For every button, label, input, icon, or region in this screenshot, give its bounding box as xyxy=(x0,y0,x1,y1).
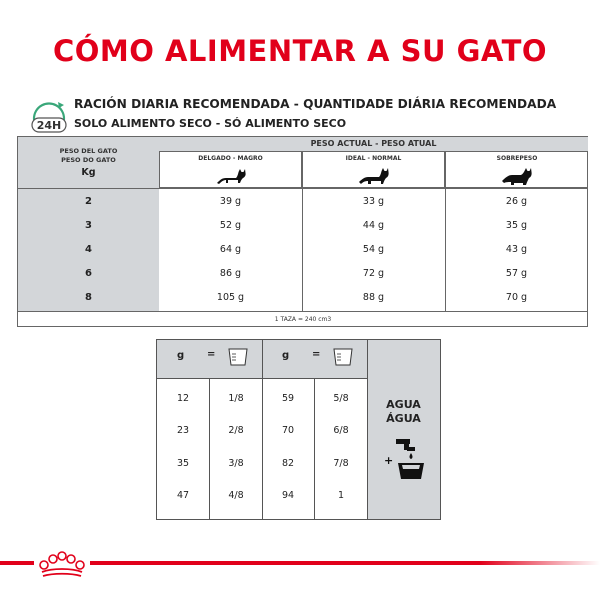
ration-cell: 86 g xyxy=(219,268,242,279)
ration-cell: 39 g xyxy=(219,196,242,207)
ration-cell: 70 g xyxy=(505,292,528,303)
cup-fraction-cell: 1/8 xyxy=(228,393,244,404)
feeding-table xyxy=(17,136,588,327)
table-row xyxy=(18,190,588,214)
weight-cell: 4 xyxy=(85,244,92,255)
weight-cell: 3 xyxy=(85,220,92,231)
equals-sign: = xyxy=(207,349,216,360)
column-header-ideal xyxy=(302,151,445,188)
header-separator xyxy=(18,188,588,189)
column-label-ideal: IDEAL - NORMAL xyxy=(345,155,402,162)
cup-footnote: 1 TAZA = 240 cm3 xyxy=(18,311,588,327)
cat-thin-icon xyxy=(214,166,248,186)
cat-normal-icon xyxy=(357,166,391,186)
ration-cell: 26 g xyxy=(505,196,528,207)
weight-header-es: PESO DEL GATO xyxy=(59,147,118,155)
equals-sign: = xyxy=(312,349,321,360)
table-row xyxy=(18,286,588,310)
water-label-pt: ÁGUA xyxy=(386,412,421,425)
crown-logo-icon xyxy=(34,546,90,580)
measuring-cup-icon xyxy=(227,347,249,367)
weight-cell: 8 xyxy=(85,292,92,303)
footer-red-line xyxy=(0,561,600,565)
grams-cell: 70 xyxy=(281,425,295,436)
badge-label: 24H xyxy=(36,119,62,132)
column-header-thin xyxy=(159,151,302,188)
grams-cell: 94 xyxy=(281,490,295,501)
cup-fraction-cell: 1 xyxy=(337,490,345,501)
cup-fraction-cell: 3/8 xyxy=(228,458,244,469)
plus-sign: + xyxy=(384,454,394,467)
cup-fraction-cell: 2/8 xyxy=(228,425,244,436)
water-panel xyxy=(367,340,440,519)
grams-cell: 82 xyxy=(281,458,295,469)
conversion-header-right xyxy=(262,340,367,378)
ration-cell: 52 g xyxy=(219,220,242,231)
weight-header-pt: PESO DO GATO xyxy=(61,156,116,164)
grams-cell: 23 xyxy=(176,425,190,436)
weight-unit: Kg xyxy=(81,167,96,178)
ration-cell: 44 g xyxy=(362,220,385,231)
water-label xyxy=(367,398,440,426)
weight-cell: 2 xyxy=(85,196,92,207)
grams-cell: 59 xyxy=(281,393,295,404)
grams-cell: 12 xyxy=(176,393,190,404)
cup-fraction-cell: 5/8 xyxy=(333,393,349,404)
current-weight-header: PESO ACTUAL - PESO ATUAL xyxy=(159,137,588,151)
ration-cell: 33 g xyxy=(362,196,385,207)
clock-24h-icon xyxy=(28,96,70,138)
table-row xyxy=(18,214,588,238)
cup-fraction-cell: 6/8 xyxy=(333,425,349,436)
ration-cell: 35 g xyxy=(505,220,528,231)
measuring-cup-icon xyxy=(332,347,354,367)
ration-subheading: SOLO ALIMENTO SECO - SÓ ALIMENTO SECO xyxy=(74,117,347,130)
grams-label: g xyxy=(177,350,185,361)
grams-cell: 35 xyxy=(176,458,190,469)
grams-label: g xyxy=(282,350,290,361)
ration-cell: 72 g xyxy=(362,268,385,279)
ration-cell: 43 g xyxy=(505,244,528,255)
ration-cell: 88 g xyxy=(362,292,385,303)
ration-cell: 57 g xyxy=(505,268,528,279)
cup-conversion-table xyxy=(156,339,441,520)
water-label-es: AGUA xyxy=(386,398,421,411)
weight-cell: 6 xyxy=(85,268,92,279)
conversion-header-left xyxy=(157,340,262,378)
table-row xyxy=(18,262,588,286)
column-label-overweight: SOBREPESO xyxy=(496,155,538,162)
ration-cell: 105 g xyxy=(216,292,245,303)
column-label-thin: DELGADO - MAGRO xyxy=(198,155,263,162)
column-header-overweight xyxy=(445,151,588,188)
weight-header xyxy=(18,147,159,177)
ration-heading: RACIÓN DIARIA RECOMENDADA - QUANTIDADE DIÁRIA RECOMENDADA xyxy=(74,97,557,111)
grams-cell: 47 xyxy=(176,490,190,501)
cup-fraction-cell: 4/8 xyxy=(228,490,244,501)
ration-cell: 64 g xyxy=(219,244,242,255)
cat-overweight-icon xyxy=(500,166,534,186)
page-title: CÓMO ALIMENTAR A SU GATO xyxy=(52,34,548,68)
cup-fraction-cell: 7/8 xyxy=(333,458,349,469)
table-row xyxy=(18,238,588,262)
ration-cell: 54 g xyxy=(362,244,385,255)
